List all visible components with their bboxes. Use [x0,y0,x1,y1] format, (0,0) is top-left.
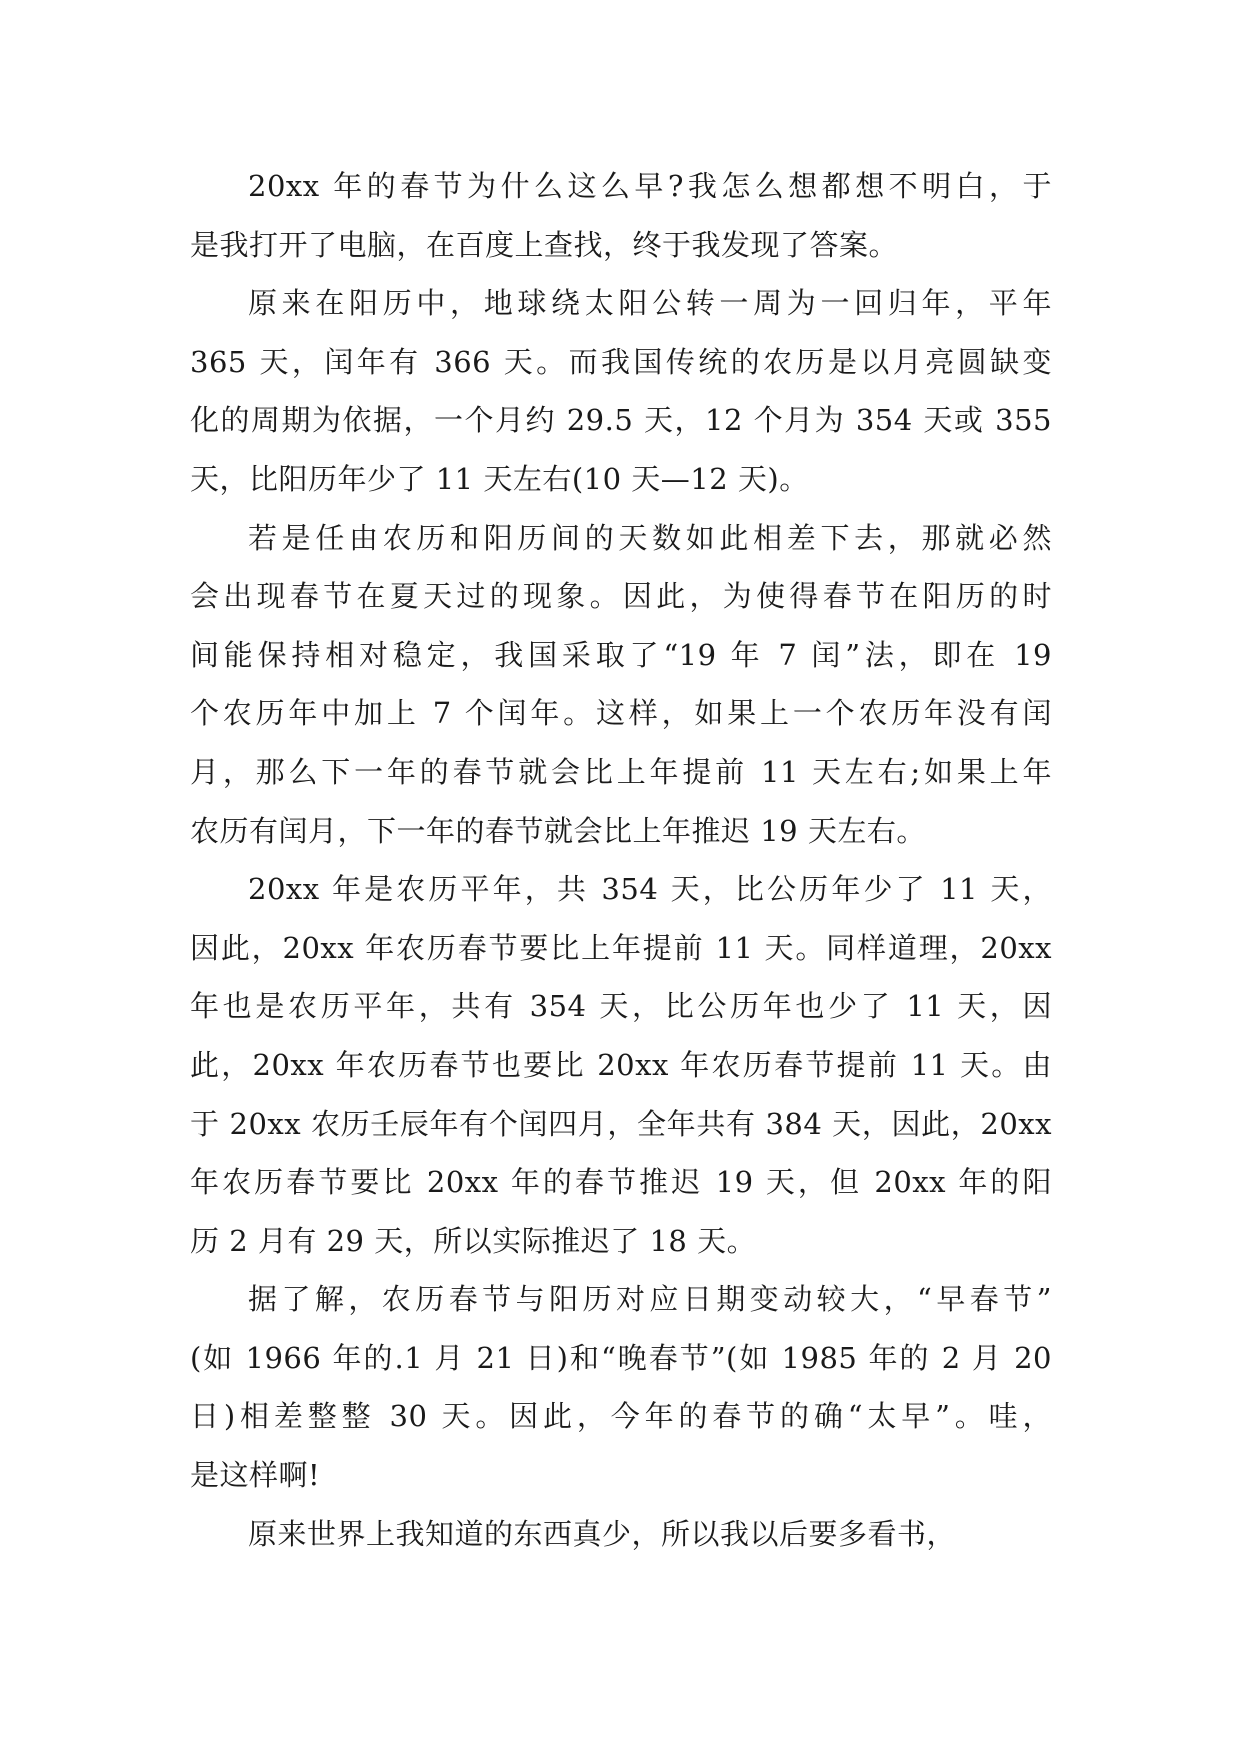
text-line: 此，20xx 年农历春节也要比 20xx 年农历春节提前 11 天。由 [190,1047,1052,1082]
text-line: 是这样啊! [190,1458,321,1493]
paragraph-1 [190,157,1052,274]
text-line: 历 2 月有 29 天，所以实际推迟了 18 天。 [190,1223,757,1258]
text-line: 365 天，闰年有 366 天。而我国传统的农历是以月亮圆缺变 [190,344,1052,379]
text-line: 日)相差整整 30 天。因此，今年的春节的确“太早”。哇， [190,1399,1052,1434]
text-line: 农历有闰月，下一年的春节就会比上年推迟 19 天左右。 [190,813,926,848]
text-line: (如 1966 年的.1 月 21 日)和“晚春节”(如 1985 年的 2 月 20 [190,1340,1052,1375]
text-line: 20xx 年的春节为什么这么早?我怎么想都想不明白，于 [248,169,1052,203]
text-line: 个农历年中加上 7 个闰年。这样，如果上一个农历年没有闰 [190,696,1052,731]
text-line: 是我打开了电脑，在百度上查找，终于我发现了答案。 [190,227,899,262]
text-line: 原来世界上我知道的东西真少，所以我以后要多看书， [248,1516,957,1551]
text-line: 因此，20xx 年农历春节要比上年提前 11 天。同样道理，20xx [190,930,1052,965]
document-body [190,157,1052,1563]
paragraph-5 [190,1270,1052,1504]
paragraph-3 [190,509,1052,861]
paragraph-2 [190,274,1052,508]
text-line: 会出现春节在夏天过的现象。因此，为使得春节在阳历的时 [190,579,1052,614]
text-line: 据了解，农历春节与阳历对应日期变动较大，“早春节” [248,1282,1052,1317]
text-line: 年也是农历平年，共有 354 天，比公历年也少了 11 天，因 [190,989,1052,1024]
text-line: 20xx 年是农历平年，共 354 天，比公历年少了 11 天， [248,872,1052,907]
paragraph-4 [190,860,1052,1270]
text-line: 间能保持相对稳定，我国采取了“19 年 7 闰”法，即在 19 [190,637,1052,672]
paragraph-6 [190,1505,1052,1564]
text-line: 年农历春节要比 20xx 年的春节推迟 19 天，但 20xx 年的阳 [190,1165,1052,1200]
text-line: 月，那么下一年的春节就会比上年提前 11 天左右;如果上年 [190,754,1052,789]
text-line: 化的周期为依据，一个月约 29.5 天，12 个月为 354 天或 355 [190,403,1052,438]
text-line: 天，比阳历年少了 11 天左右(10 天—12 天)。 [190,461,809,496]
text-line: 若是任由农历和阳历间的天数如此相差下去，那就必然 [248,520,1052,555]
text-line: 于 20xx 农历壬辰年有个闰四月，全年共有 384 天，因此，20xx [190,1106,1052,1141]
text-line: 原来在阳历中，地球绕太阳公转一周为一回归年，平年 [248,286,1052,321]
